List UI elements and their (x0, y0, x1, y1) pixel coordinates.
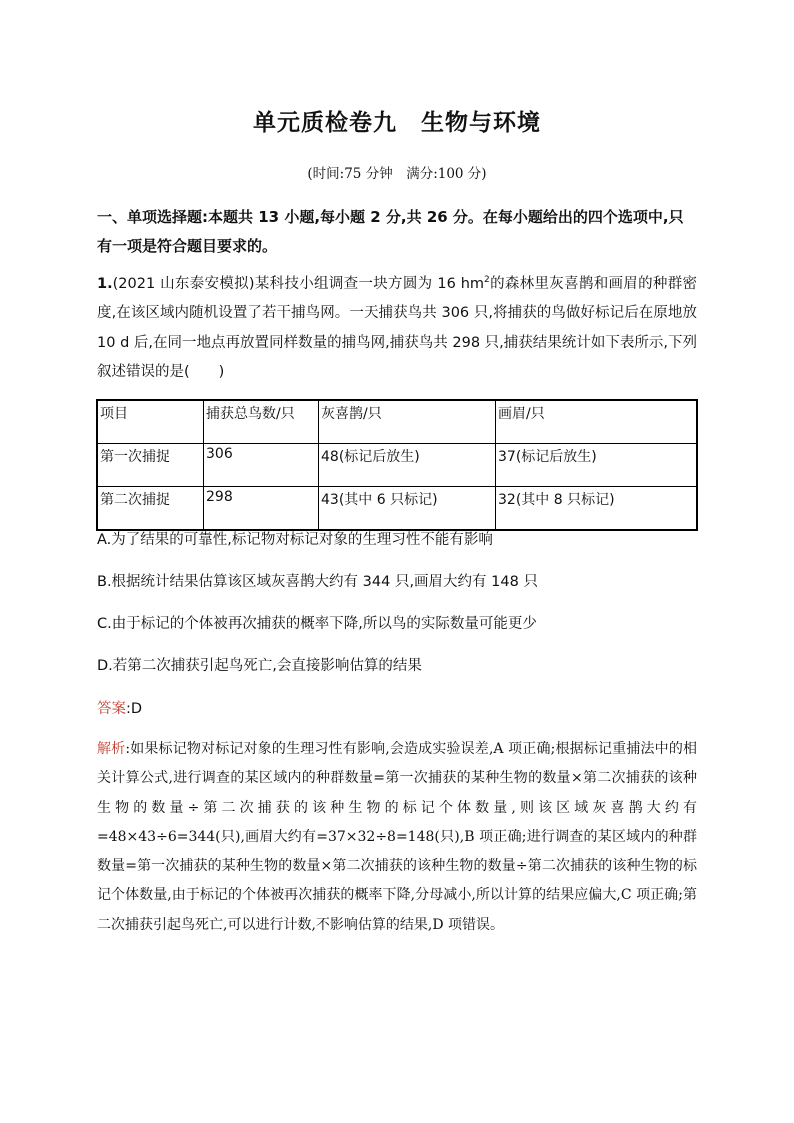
analysis-label: 解析 (97, 741, 126, 757)
table-cell: 第一次捕捉 (97, 444, 204, 487)
analysis-text: :如果标记物对标记对象的生理习性有影响,会造成实验误差,A 项正确;根据标记重捕法中的相关计算公式,进行调查的某区域内的种群数量=第一次捕获的某种生物的数量×第二次捕获的该种生物的数量÷第二次捕获的该种生物的标记个体数量,则该区域灰喜鹊大约有=48×43÷6=344(只),画眉大约有=37×32÷8=148(只),B 项正确;进行调查的某区域内的种群数量=第一次捕获的某种生物的数量×第二次捕获的该种生物的数量÷第二次捕获的该种生物的标记个体数量,由于标记的个体被再次捕获的概率下降,分母减小,所以计算的结果应偏大,C 项正确;第二次捕获引起鸟死亡,可以进行计数,不影响估算的结果,D 项错误。 (97, 741, 697, 933)
page-title: 单元质检卷九 生物与环境 (253, 110, 541, 136)
answer-label: 答案 (97, 701, 126, 717)
table-cell: 第二次捕捉 (97, 487, 204, 531)
analysis-paragraph (97, 735, 697, 940)
table-cell: 37(标记后放生) (496, 444, 698, 487)
table-cell: 48(标记后放生) (319, 444, 496, 487)
table-header-cell: 画眉/只 (496, 400, 698, 444)
superscript: 2 (484, 275, 490, 285)
table-header-cell: 捕获总鸟数/只 (204, 400, 319, 444)
option-a: A.为了结果的可靠性,标记物对标记对象的生理习性不能有影响 (97, 532, 493, 548)
option-c: C.由于标记的个体被再次捕获的概率下降,所以鸟的实际数量可能更少 (97, 616, 537, 632)
table-cell: 43(其中 6 只标记) (319, 487, 496, 531)
option-d: D.若第二次捕获引起鸟死亡,会直接影响估算的结果 (97, 658, 422, 674)
table-cell: 32(其中 8 只标记) (496, 487, 698, 531)
exam-info: (时间:75 分钟 满分:100 分) (307, 166, 487, 182)
option-b: B.根据统计结果估算该区域灰喜鹊大约有 344 只,画眉大约有 148 只 (97, 574, 538, 590)
question-number: 1. (97, 276, 113, 292)
question-text-part1: (2021 山东泰安模拟)某科技小组调查一块方圆为 16 hm (112, 276, 485, 292)
question-text-part2: 的森林里灰喜鹊和画眉的种群密度,在该区域内随机设置了若干捕鸟网。一天捕获鸟共 306 只,将捕获的鸟做好标记后在原地放 10 d 后,在同一地点再放置同样数量的捕鸟网,捕获鸟共 298 只,捕获结果统计如下表所示,下列叙述错误的是( ) (97, 276, 697, 380)
table-row (97, 444, 697, 487)
table-cell: 306 (204, 444, 319, 487)
table-header-cell: 项目 (97, 400, 204, 444)
answer-line (97, 697, 142, 718)
table-header-cell: 灰喜鹊/只 (319, 400, 496, 444)
section-heading: 一、单项选择题:本题共 13 小题,每小题 2 分,共 26 分。在每小题给出的四个选项中,只有一项是符合题目要求的。 (97, 208, 684, 255)
table-cell: 298 (204, 487, 319, 531)
table-header-row (97, 400, 697, 444)
answer-value: :D (126, 701, 143, 717)
table-row (97, 487, 697, 531)
question-stem (97, 270, 697, 387)
capture-table (96, 399, 698, 531)
